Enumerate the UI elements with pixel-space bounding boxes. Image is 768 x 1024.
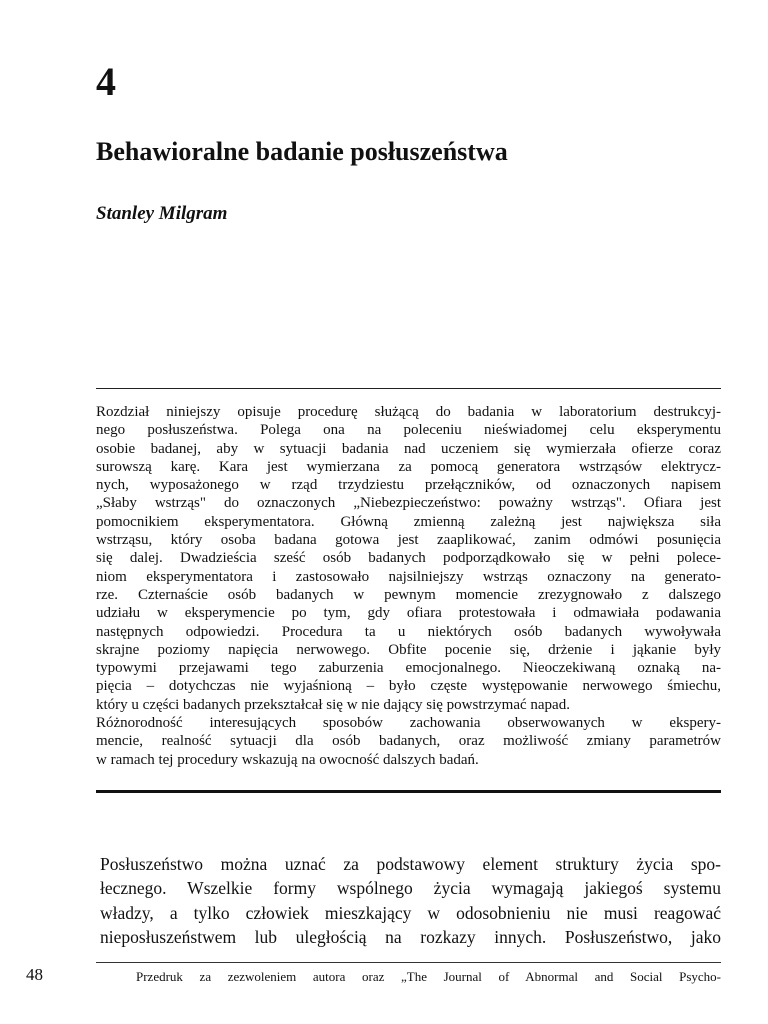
abstract-line: niom eksperymentatora i zastosowało najsilniejszy wstrząs oznaczony na generato- (96, 568, 721, 585)
abstract (96, 403, 721, 769)
body-line: nieposłuszeństwem lub uległością na rozkazy innych. Posłuszeństwo, jako (100, 926, 721, 947)
abstract-line: następnych odpowiedzi. Procedura ta u niektórych osób badanych wywoływała (96, 623, 721, 640)
body-line: Posłuszeństwo można uznać za podstawowy element struktury życia spo- (100, 854, 721, 874)
abstract-line: osobie badanej, aby w sytuacji badania nad uczeniem się wymierzała ofierze coraz (96, 440, 721, 457)
abstract-line: surowszą karę. Kara jest wymierzana za pomocą generatora wstrząsów elektrycz- (96, 458, 721, 475)
body-line: łecznego. Wszelkie formy wspólnego życia wymagają jakiegoś systemu (100, 878, 721, 899)
abstract-top-rule (96, 388, 721, 389)
abstract-line: udziału w eksperymencie po tym, gdy ofiara protestowała i odmawiała podawania (96, 605, 721, 622)
footnote-rule (96, 962, 721, 963)
page-number: 48 (26, 965, 43, 984)
author-name: Stanley Milgram (96, 203, 228, 224)
abstract-line: typowymi przejawami tego zaburzenia emocjonalnego. Nieoczekiwaną oznaką na- (96, 660, 721, 677)
footnote: Przedruk za zezwoleniem autora oraz „The Journal of Abnormal and Social Psycho- (136, 969, 721, 984)
abstract-line: pomocnikiem eksperymentatora. Główną zmienną zależną jest największa siła (96, 513, 721, 530)
body-line: władzy, a tylko człowiek mieszkający w odosobnieniu nie musi reagować (100, 902, 721, 923)
abstract-line: wstrząsu, który osoba badana gotowa jest zaaplikować, zanim odmówi posunięcia (96, 532, 721, 549)
abstract-line: Rozdział niniejszy opisuje procedurę służącą do badania w laboratorium destrukcyj- (96, 404, 721, 420)
abstract-line: nych, wyposażonego w rząd trzydziestu przełączników, od oznaczonych napisem (96, 477, 721, 494)
abstract-line: nego posłuszeństwa. Polega ona na poleceniu nieświadomej celu eksperymentu (96, 422, 721, 439)
abstract-line: w ramach tej procedury wskazują na owocność dalszych badań. (96, 751, 479, 768)
abstract-line: pięcia – dotychczas nie wyjaśnioną – było częste występowanie nerwowego śmiechu, (96, 678, 721, 695)
abstract-line: rze. Czternaście osób badanych w pewnym momencie zrezygnowało z dalszego (96, 586, 721, 603)
abstract-line: mencie, realność sytuacji dla osób badanych, oraz możliwość zmiany parametrów (96, 733, 721, 750)
chapter-number: 4 (96, 59, 116, 104)
abstract-bottom-rule (96, 790, 721, 793)
abstract-line: Różnorodność interesujących sposobów zachowania obserwowanych w ekspery- (96, 715, 721, 732)
chapter-title: Behawioralne badanie posłuszeństwa (96, 137, 508, 166)
abstract-line: skrajne poziomy napięcia nerwowego. Obfite pocenie się, drżenie i jąkanie były (96, 641, 721, 658)
abstract-line: który u części badanych przekształcał się w nie dający się powstrzymać napad. (96, 696, 570, 713)
body-text (100, 852, 721, 949)
abstract-line: się dalej. Dwadzieścia sześć osób badanych podporządkowało się w pełni polece- (96, 550, 721, 567)
abstract-line: „Słaby wstrząs" do oznaczonych „Niebezpieczeństwo: poważny wstrząs". Ofiara jest (96, 495, 721, 512)
